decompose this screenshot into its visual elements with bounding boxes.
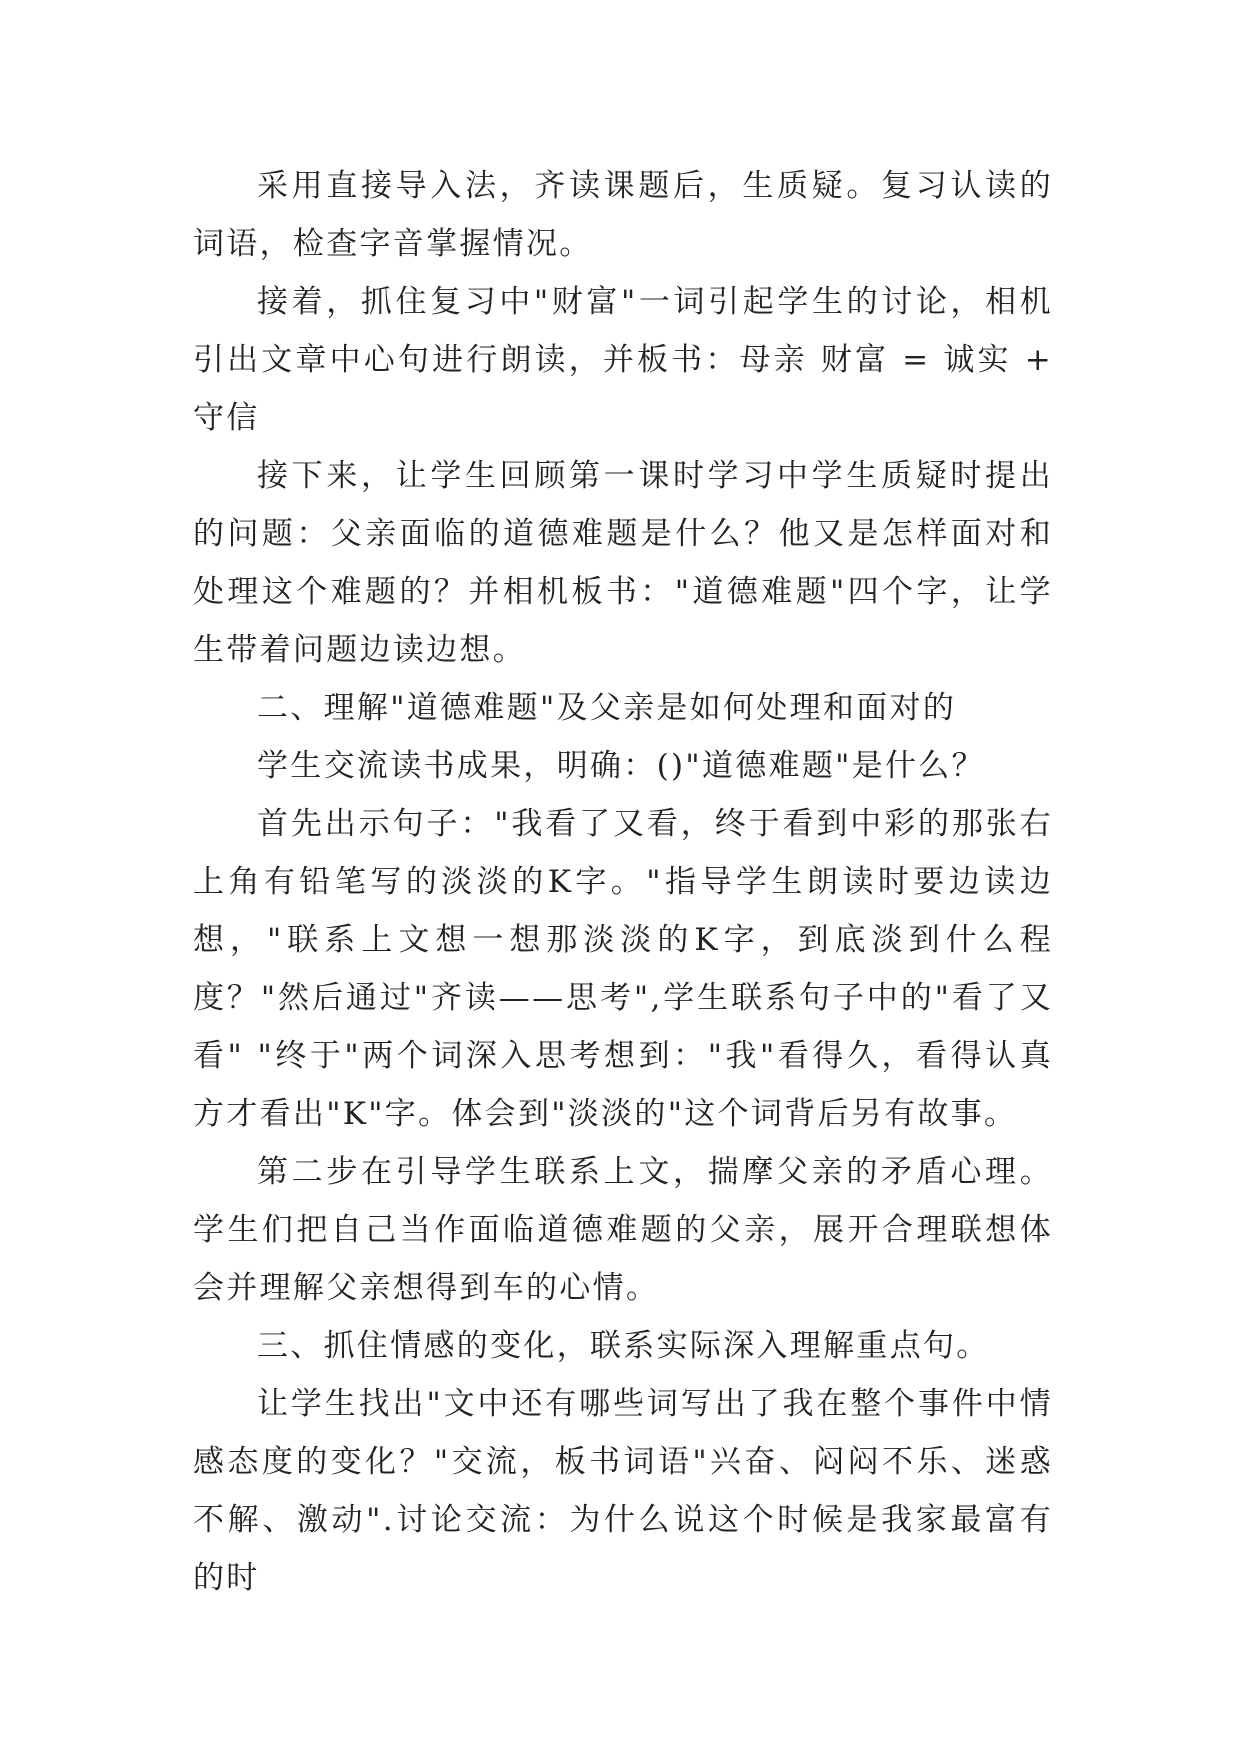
paragraph-emotion-words: 让学生找出"文中还有哪些词写出了我在整个事件中情感态度的变化？"交流，板书词语"兴奋、闷闷不乐、迷惑不解、激动".讨论交流：为什么说这个时候是我家最富有的时 xyxy=(193,1386,1053,1596)
section-heading-2: 二、理解"道德难题"及父亲是如何处理和面对的 xyxy=(257,690,957,726)
section-heading-3: 三、抓住情感的变化，联系实际深入理解重点句。 xyxy=(257,1328,990,1364)
paragraph-wealth-discussion: 接着，抓住复习中"财富"一词引起学生的讨论，相机引出文章中心句进行朗读，并板书：母亲 财富 = 诚实 + 守信 xyxy=(193,284,1053,436)
paragraph-intro-method: 采用直接导入法，齐读课题后，生质疑。复习认读的词语，检查字音掌握情况。 xyxy=(193,168,1053,262)
paragraph-sentence-reading: 首先出示句子："我看了又看，终于看到中彩的那张右上角有铅笔写的淡淡的K字。"指导学生朗读时要边读边想，"联系上文想一想那淡淡的K字，到底淡到什么程度？"然后通过"齐读——思考",学生联系句子中的"看了又看" "终于"两个词深入思考想到："我"看得久，看得认真方才看出"K"字。体会到"淡淡的"这个词背后另有故事。 xyxy=(193,806,1053,1132)
paragraph-review-questions: 接下来，让学生回顾第一课时学习中学生质疑时提出的问题：父亲面临的道德难题是什么？他又是怎样面对和处理这个难题的？并相机板书："道德难题"四个字，让学生带着问题边读边想。 xyxy=(193,458,1053,668)
paragraph-step-two: 第二步在引导学生联系上文，揣摩父亲的矛盾心理。学生们把自己当作面临道德难题的父亲，展开合理联想体会并理解父亲想得到车的心情。 xyxy=(193,1154,1053,1306)
paragraph-exchange-results: 学生交流读书成果，明确：()"道德难题"是什么？ xyxy=(257,748,985,784)
document-body xyxy=(193,157,1053,1607)
